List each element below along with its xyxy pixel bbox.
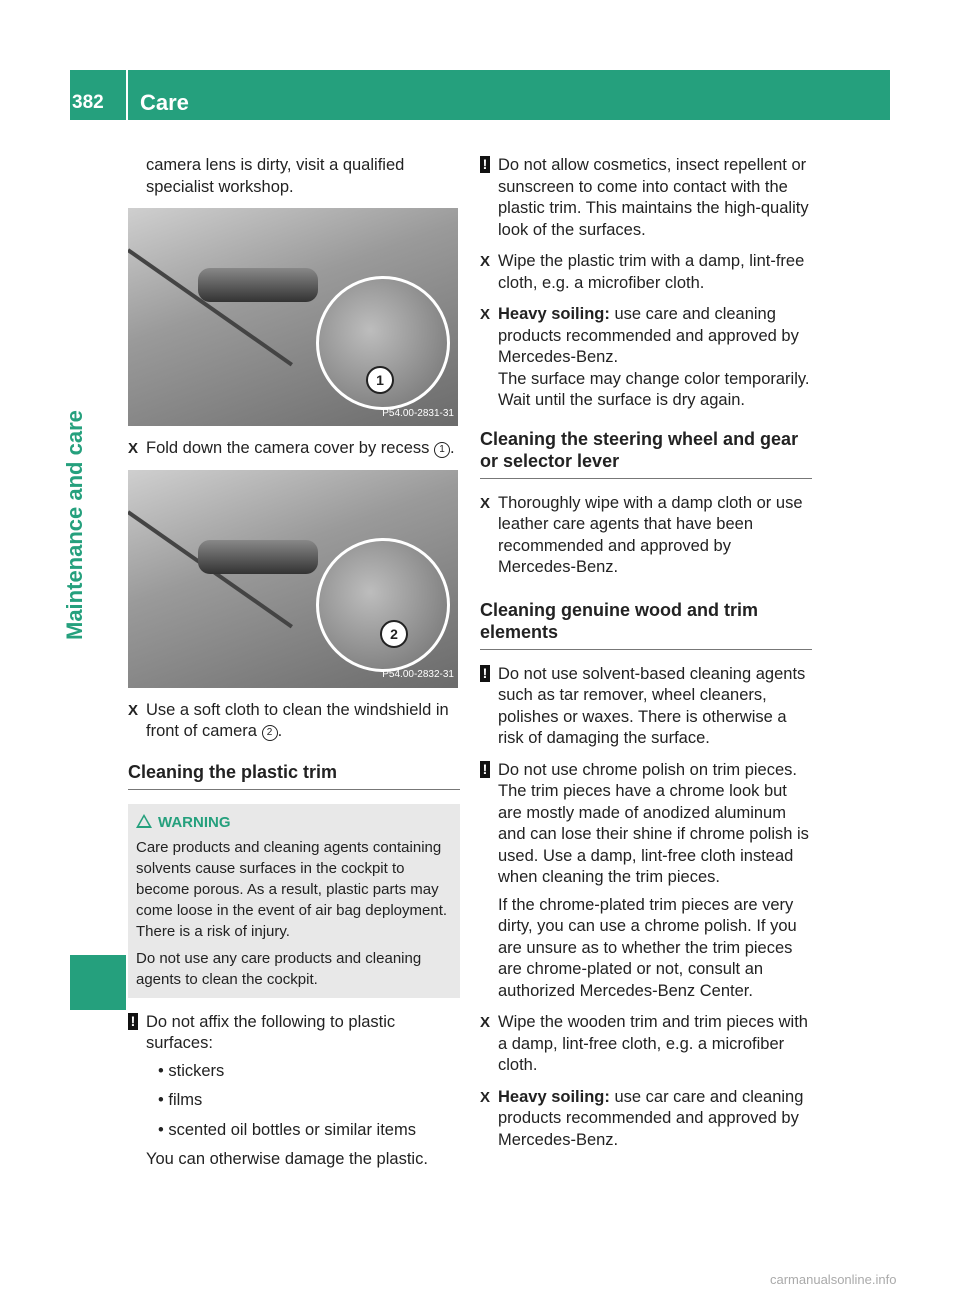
note-affix — [128, 1012, 460, 1171]
rearview-mirror — [198, 540, 318, 574]
step-text: Wipe the plastic trim with a damp, lint-free cloth, e.g. a microfiber cloth. — [498, 252, 805, 292]
arrow-icon: X — [480, 1014, 491, 1031]
step-bold: Heavy soiling: — [498, 1087, 610, 1106]
callout-1: 1 — [366, 366, 394, 394]
zoom-detail — [316, 538, 450, 672]
bullet-text: stickers — [168, 1061, 225, 1080]
step-text: Use a soft cloth to clean the windshield in front of camera — [146, 700, 449, 740]
note-text: Do not affix the following to plastic surfaces: — [146, 1012, 396, 1052]
note-solvent — [480, 664, 812, 750]
step-heavy-soiling — [480, 304, 812, 412]
sidebar-section-label: Maintenance and care — [62, 410, 87, 640]
step-text: Thoroughly wipe with a damp cloth or use leather care agents that have been recommended and approved by Mercedes-Benz. — [498, 493, 803, 576]
page-number: 382 — [72, 92, 104, 113]
warning-text-1: Care products and cleaning agents containing solvents cause surfaces in the cockpit to become porous. As a result, plastic parts may come loose in the event of air bag deployment. There is a risk of injury. — [136, 838, 448, 940]
ref-marker: 1 — [434, 442, 450, 458]
warning-icon — [136, 814, 152, 828]
warning-box — [128, 804, 460, 998]
step-body: use car care and cleaning products recommended and approved by Mercedes-Benz. — [498, 1087, 804, 1149]
note-chrome — [480, 760, 812, 1003]
arrow-icon: X — [128, 440, 139, 457]
left-column — [128, 155, 460, 1181]
step-extra: The surface may change color temporarily. Wait until the surface is dry again. — [498, 369, 810, 409]
warning-text-2: Do not use any care products and cleaning agents to clean the cockpit. — [136, 949, 422, 988]
arrow-icon: X — [480, 253, 491, 270]
footer-watermark: carmanualsonline.info — [770, 1272, 897, 1287]
step-bold: Heavy soiling: — [498, 305, 610, 323]
bullet-item: • scented oil bottles or similar items — [158, 1120, 416, 1139]
arrow-icon: X — [480, 306, 491, 323]
exclamation-icon: ! — [480, 761, 490, 778]
rearview-mirror — [198, 268, 318, 302]
intro-text: camera lens is dirty, visit a qualified specialist workshop. — [146, 156, 405, 196]
bullet-text: films — [168, 1091, 203, 1109]
step-fold-cover — [128, 438, 460, 460]
step-end: . — [277, 722, 283, 740]
note-text-2: If the chrome-plated trim pieces are very dirty, you can use a chrome polish. If you are unsure as to whether the trim pieces are chrome-plated or not, consult an authorized Mercedes-Benz Center. — [498, 895, 797, 1000]
step-wipe-leather — [480, 493, 812, 579]
header-divider — [126, 70, 128, 120]
heading-plastic-trim: Cleaning the plastic trim — [128, 761, 460, 790]
arrow-icon: X — [128, 701, 139, 719]
exclamation-icon: ! — [128, 1013, 138, 1030]
note-after: You can otherwise damage the plastic. — [146, 1150, 428, 1168]
step-text: Fold down the camera cover by recess — [146, 439, 434, 457]
windshield-edge — [128, 248, 293, 366]
step-wipe-plastic — [480, 251, 812, 294]
step-heavy-soiling-wood — [480, 1087, 812, 1152]
figure-code: P54.00-2832-31 — [382, 669, 454, 680]
step-text: Wipe the wooden trim and trim pieces with a damp, lint-free cloth, e.g. a microfiber cloth. — [498, 1013, 808, 1074]
note-text: Do not use chrome polish on trim pieces. The trim pieces have a chrome look but are mostly made of anodized aluminum and can lose their shine if chrome polish is used. Use a damp, lint-free cloth instead when cleaning the trim pieces. — [498, 760, 809, 886]
camera-figure-2 — [128, 470, 458, 688]
bullet-item: • stickers — [158, 1061, 225, 1080]
step-clean-windshield — [128, 700, 460, 743]
step-end: . — [449, 439, 455, 457]
bullet-text: scented oil bottles or similar items — [168, 1120, 416, 1139]
sidebar-tab — [70, 955, 126, 1010]
ref-marker: 2 — [262, 725, 278, 741]
warning-title — [136, 812, 452, 833]
arrow-icon: X — [480, 1088, 491, 1106]
step-wipe-wood — [480, 1012, 812, 1077]
step-text — [498, 304, 812, 369]
heading-wood-trim: Cleaning genuine wood and trim elements — [480, 599, 812, 650]
callout-2: 2 — [380, 620, 408, 648]
right-column — [480, 155, 812, 1161]
figure-code: P54.00-2831-31 — [382, 407, 454, 419]
camera-figure-1 — [128, 208, 458, 426]
arrow-icon: X — [480, 494, 491, 512]
step-body: use care and cleaning products recommended and approved by Mercedes-Benz. — [498, 305, 799, 366]
heading-steering-wheel: Cleaning the steering wheel and gear or selector lever — [480, 428, 812, 479]
warning-title-text: WARNING — [158, 813, 231, 831]
exclamation-icon: ! — [480, 156, 490, 173]
header-bar — [70, 70, 890, 120]
note-text: Do not allow cosmetics, insect repellent or sunscreen to come into contact with the plastic trim. This maintains the high-quality look of the surfaces. — [498, 156, 809, 239]
note-text: Do not use solvent-based cleaning agents such as tar remover, wheel cleaners, polishes or waxes. There is otherwise a risk of damaging the surface. — [498, 664, 806, 747]
page-title: Care — [140, 90, 189, 115]
step-text — [498, 1087, 812, 1152]
note-cosmetics — [480, 155, 812, 241]
exclamation-icon: ! — [480, 665, 490, 682]
bullet-item: • films — [158, 1091, 203, 1109]
